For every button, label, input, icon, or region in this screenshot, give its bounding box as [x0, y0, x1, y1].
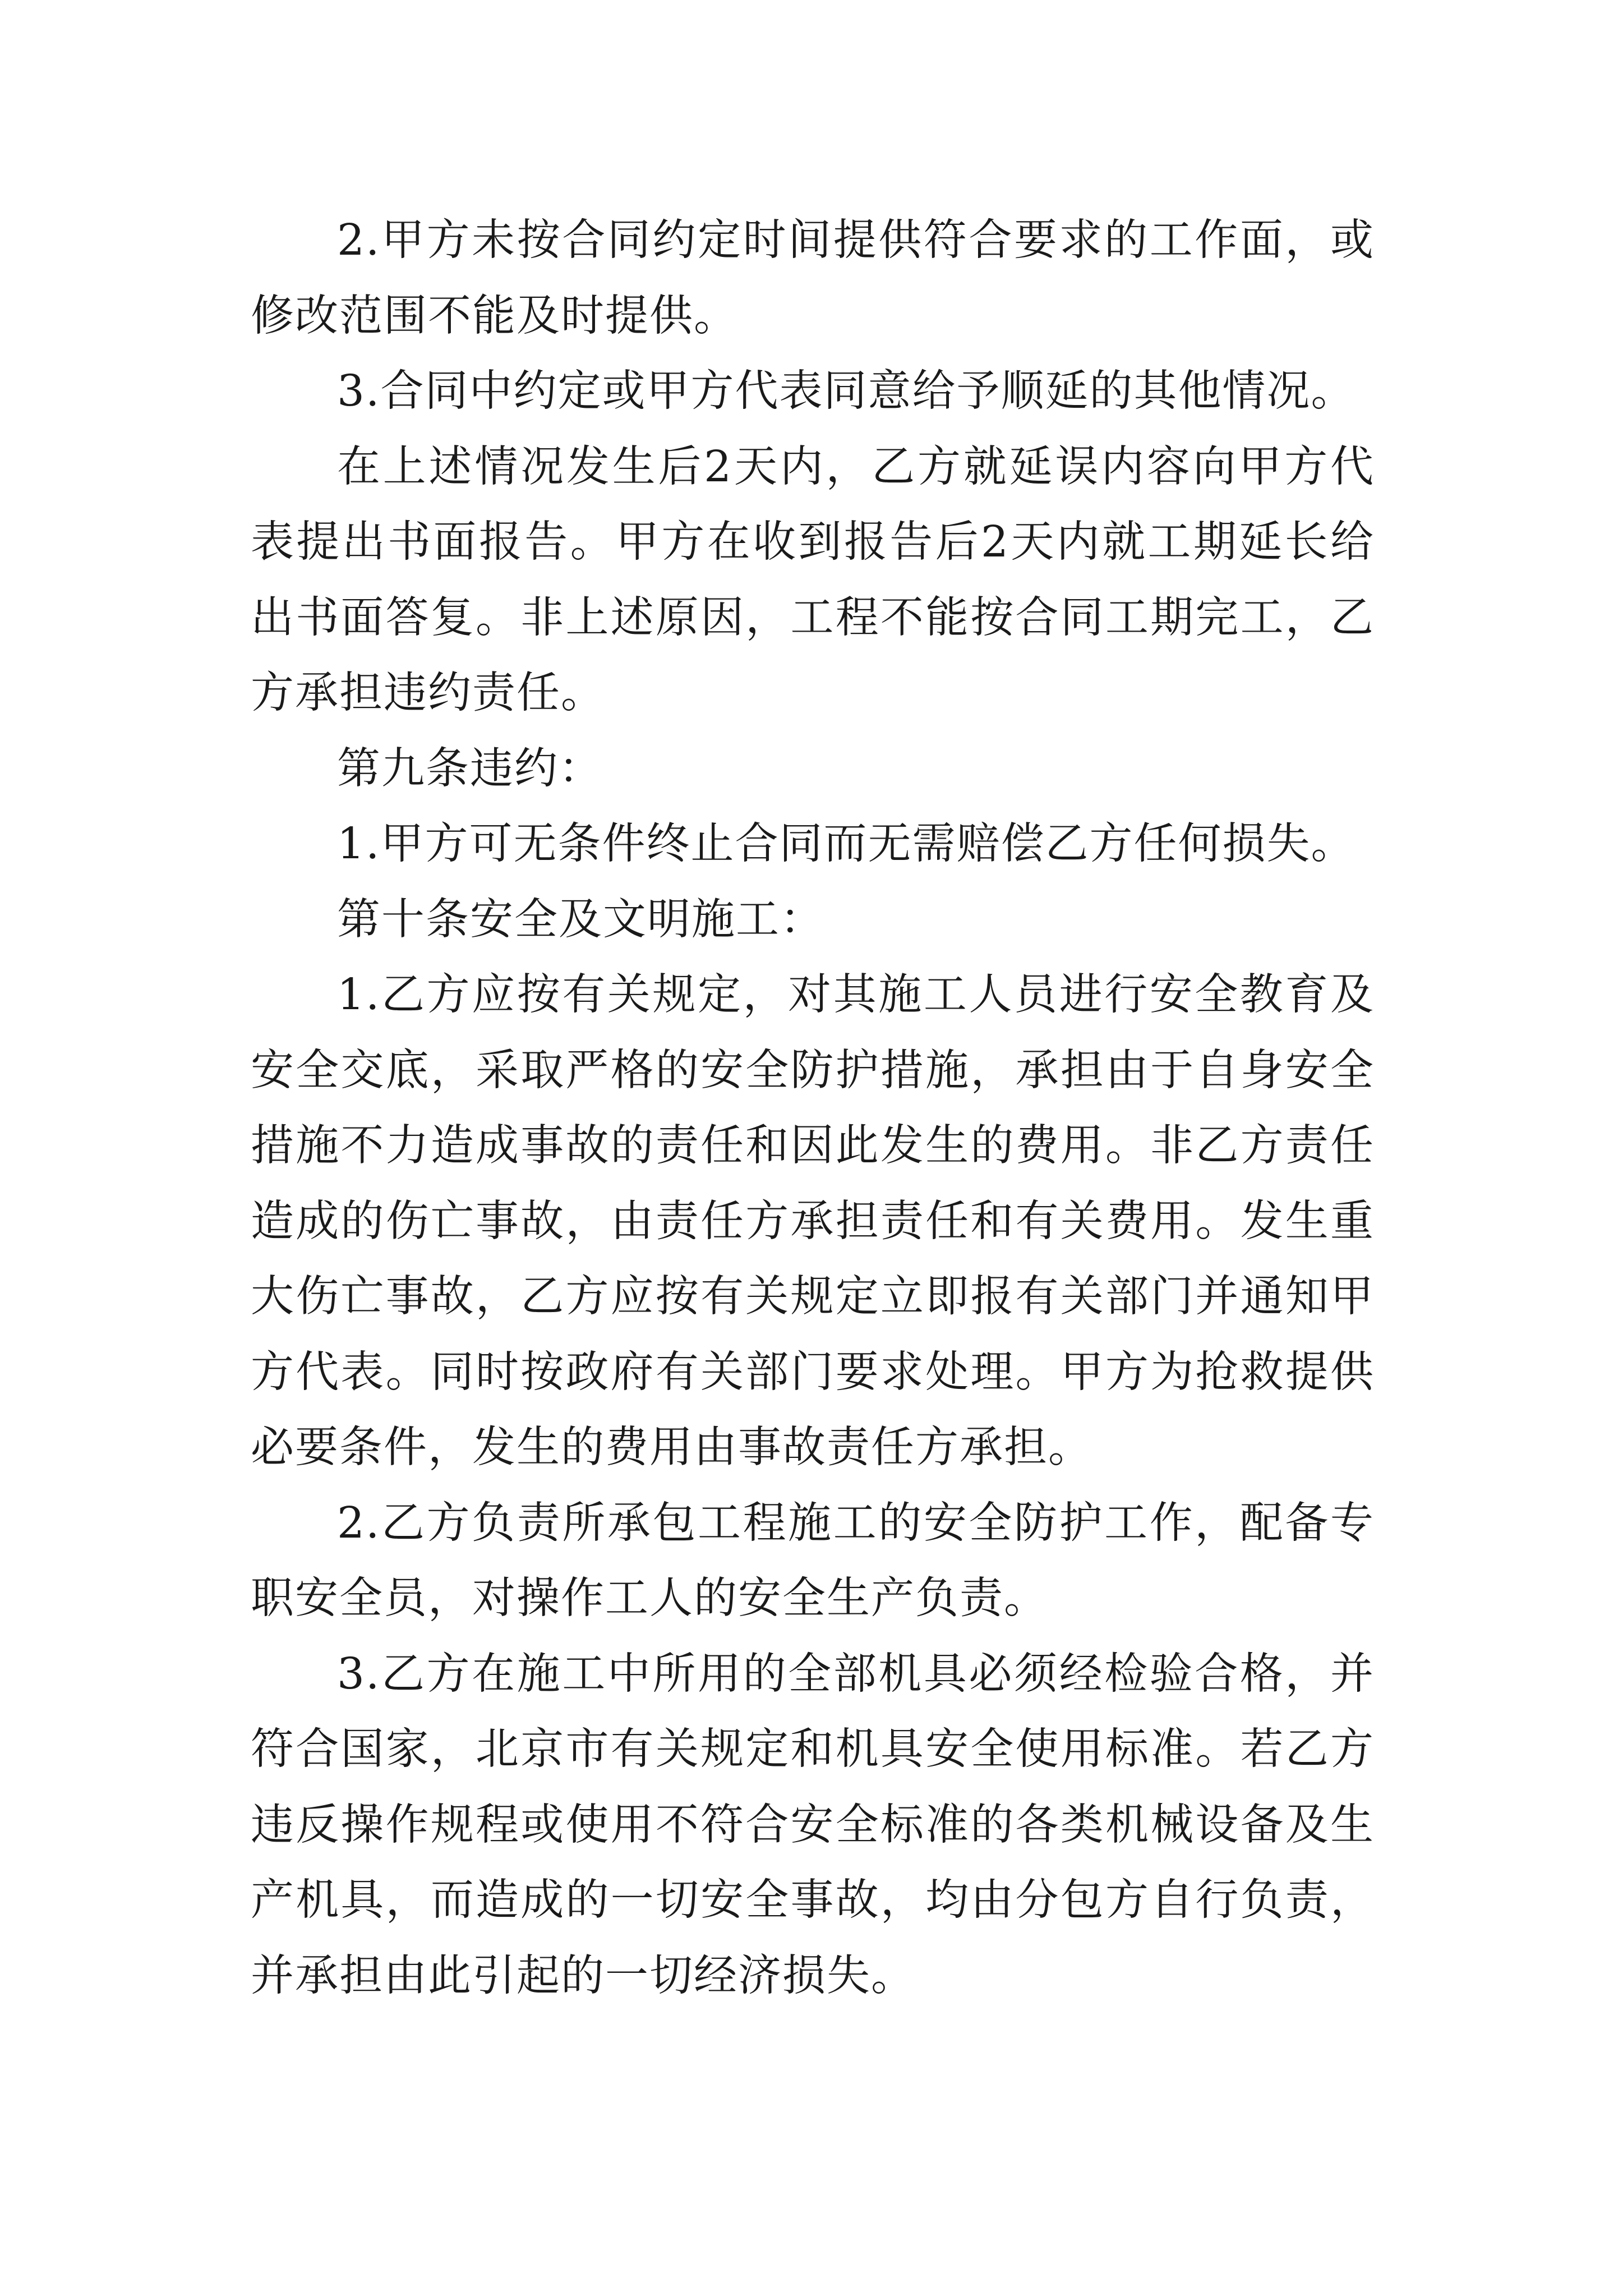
paragraph-clause-10-item-2: 2.乙方负责所承包工程施工的安全防护工作，配备专职安全员，对操作工人的安全生产负责。	[251, 1498, 1375, 1623]
paragraph-clause-8-item-3: 3.合同中约定或甲方代表同意给予顺延的其他情况。	[337, 366, 1355, 416]
paragraph-delay-report: 在上述情况发生后2天内，乙方就延误内容向甲方代表提出书面报告。甲方在收到报告后2天内就工期延长给出书面答复。非上述原因，工程不能按合同工期完工，乙方承担违约责任。	[251, 441, 1375, 718]
paragraph-clause-10-item-3: 3.乙方在施工中所用的全部机具必须经检验合格，并符合国家，北京市有关规定和机具安全使用标准。若乙方违反操作规程或使用不符合安全标准的各类机械设备及生产机具，而造成的一切安全事故，均由分包方自行负责，并承担由此引起的一切经济损失。	[251, 1649, 1375, 2001]
heading-clause-9: 第九条违约：	[337, 743, 603, 794]
document-body	[251, 203, 1375, 2014]
heading-clause-10: 第十条安全及文明施工：	[337, 894, 824, 945]
paragraph-clause-10-item-1: 1.乙方应按有关规定，对其施工人员进行安全教育及安全交底，采取严格的安全防护措施，承担由于自身安全措施不力造成事故的责任和因此发生的费用。非乙方责任造成的伤亡事故，由责任方承担责任和有关费用。发生重大伤亡事故，乙方应按有关规定立即报有关部门并通知甲方代表。同时按政府有关部门要求处理。甲方为抢救提供必要条件，发生的费用由事故责任方承担。	[251, 970, 1375, 1473]
paragraph-clause-8-item-2: 2.甲方未按合同约定时间提供符合要求的工作面，或修改范围不能及时提供。	[251, 215, 1375, 341]
paragraph-clause-9-item-1: 1.甲方可无条件终止合同而无需赔偿乙方任何损失。	[337, 819, 1355, 869]
